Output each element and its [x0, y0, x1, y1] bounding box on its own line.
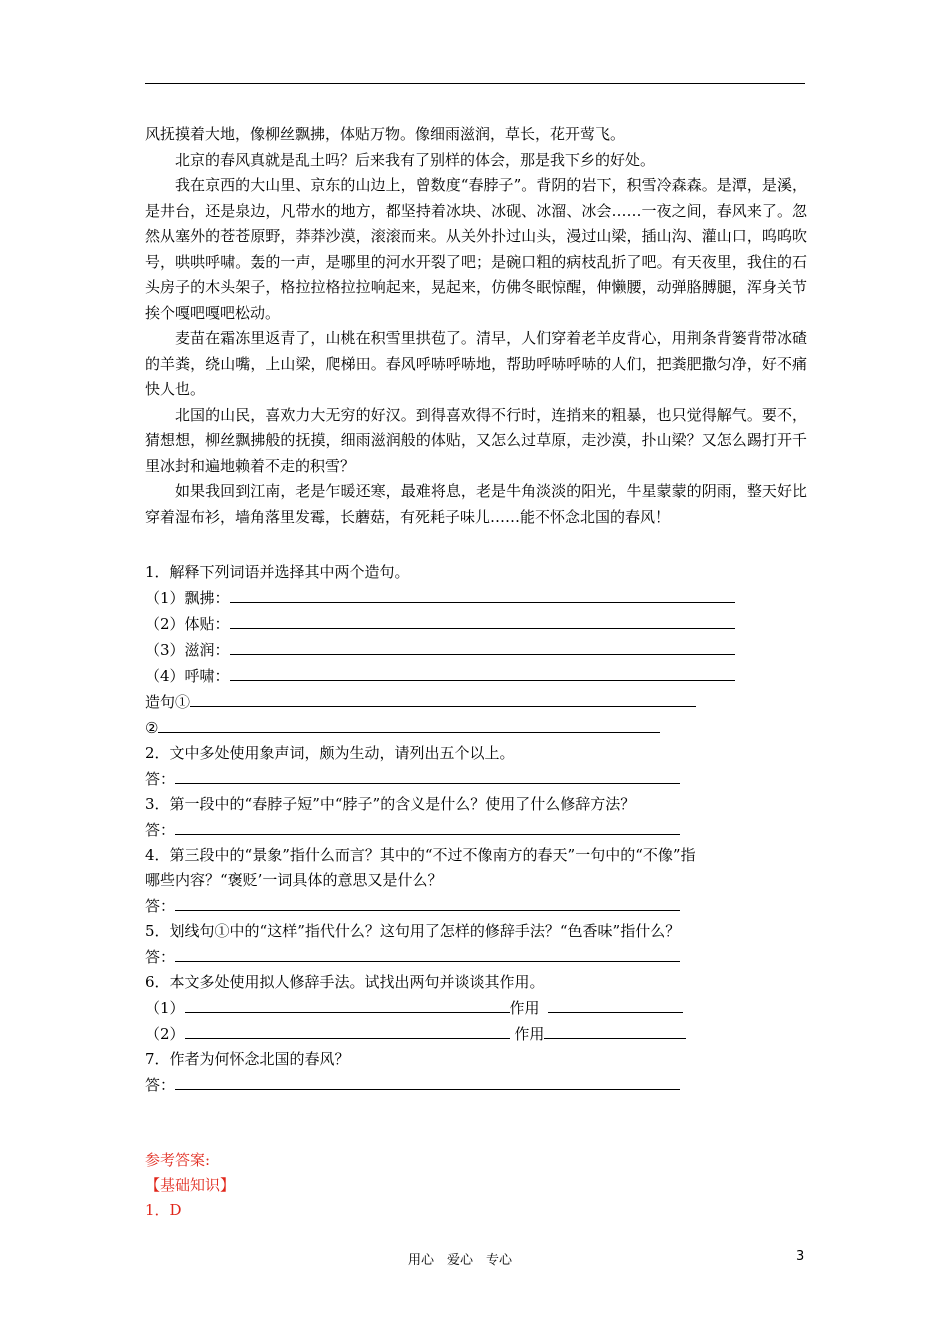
definition-row: [145, 637, 807, 663]
answer-blank[interactable]: [230, 585, 735, 603]
header-rule: [145, 83, 805, 84]
example-label: （1）: [145, 999, 185, 1017]
answer-row: [145, 817, 807, 843]
answer-blank[interactable]: [548, 995, 683, 1013]
sentence-row: [145, 715, 807, 741]
answer-label: 答：: [145, 770, 176, 788]
passage-paragraph: 北京的春风真就是乱土吗？后来我有了别样的体会，那是我下乡的好处。: [175, 150, 656, 169]
questions: [145, 560, 807, 1098]
answer-blank[interactable]: [175, 766, 680, 784]
answer-blank[interactable]: [230, 637, 735, 655]
question-7: 7．作者为何怀念北国的春风？: [145, 1050, 350, 1068]
answer-blank[interactable]: [185, 1021, 510, 1039]
definition-label: （4）呼啸：: [145, 667, 230, 685]
passage-paragraph: 我在京西的大山里、京东的山边上，曾数度“春脖子”。背阴的岩下，积雪冷森森。是潭，是溪，是井台，还是泉边，凡带水的地方，都坚持着冰块、冰砚、冰溜、冰会……一夜之间，春风来了。忽然从塞外的苍苍原野，莽莽沙漠，滚滚而来。从关外扑过山头，漫过山梁，插山沟、灌山口，呜呜吹号，哄哄呼啸。轰的一声，是哪里的河水开裂了吧；是碗口粗的病枝乱折了吧。有天夜里，我住的石头房子的木头架子，格拉拉格拉拉响起来，晃起来，仿佛冬眠惊醒，伸懒腰，动弹胳膊腿，浑身关节挨个嘎吧嘎吧松动。: [145, 176, 807, 322]
answer-row: [145, 944, 807, 970]
answers-section: 【基础知识】: [145, 1176, 236, 1194]
answer-blank[interactable]: [175, 817, 680, 835]
question-5: 5．划线句①中的“这样”指代什么？这句用了怎样的修辞手法？“色香味”指什么？: [145, 922, 681, 940]
definition-label: （1）飘拂：: [145, 589, 230, 607]
answer-label: 答：: [145, 948, 176, 966]
definition-row: [145, 663, 807, 689]
passage-paragraph: 北国的山民，喜欢力大无穷的好汉。到得喜欢得不行时，连捎来的粗暴，也只觉得解气。要不，猜想想，柳丝飘拂般的抚摸，细雨滋润般的体贴，又怎么过草原，走沙漠，扑山梁？又怎么踢打开千里冰封和遍地赖着不走的积雪？: [145, 405, 807, 475]
answer-row: [145, 893, 807, 919]
answer-blank[interactable]: [158, 715, 660, 733]
effect-label: 作用: [509, 999, 540, 1017]
definition-row: [145, 611, 807, 637]
definition-label: （2）体贴：: [145, 615, 230, 633]
answer-row: [145, 1072, 807, 1098]
answers-title: 参考答案:: [145, 1151, 211, 1169]
question-6: 6．本文多处使用拟人修辞手法。试找出两句并谈谈其作用。: [145, 973, 545, 991]
answer-blank[interactable]: [175, 893, 680, 911]
definition-label: （3）滋润：: [145, 641, 230, 659]
passage-paragraph: 如果我回到江南，老是乍暖还寒，最难将息，老是牛角淡淡的阳光，牛星蒙蒙的阴雨，整天好比穿着湿布衫，墙角落里发霉，长蘑菇，有死耗子味儿……能不怀念北国的春风！: [145, 482, 807, 526]
answer-blank[interactable]: [230, 663, 735, 681]
answer-blank[interactable]: [185, 995, 510, 1013]
answer-row: [145, 766, 807, 792]
passage-paragraph: 风抚摸着大地，像柳丝飘拂，体贴万物。像细雨滋润，草长，花开莺飞。: [145, 125, 626, 143]
answer-label: 答：: [145, 897, 176, 915]
answer-blank[interactable]: [230, 611, 735, 629]
page-number: 3: [796, 1249, 805, 1264]
sentence-label: 造句①: [145, 693, 191, 711]
page-content: [145, 122, 807, 1098]
answer-blank[interactable]: [190, 689, 696, 707]
example-row: [145, 995, 807, 1021]
sentence-label: ②: [145, 719, 159, 737]
effect-label: 作用: [514, 1025, 545, 1043]
answer-blank[interactable]: [175, 944, 680, 962]
answer-label: 答：: [145, 1076, 176, 1094]
passage-paragraph: 麦苗在霜冻里返青了，山桃在积雪里拱苞了。清早，人们穿着老羊皮背心，用荆条背篓背带冰碴的羊粪，绕山嘴，上山梁，爬梯田。春风呼哧呼哧地，帮助呼哧呼哧的人们，把粪肥撒匀净，好不痛快人也。: [145, 329, 807, 398]
question-4: 4．第三段中的“景象”指什么而言？其中的“不过不像南方的春天”一句中的“不像”指: [145, 846, 696, 864]
question-1: 1．解释下列词语并选择其中两个造句。: [145, 563, 410, 581]
sentence-row: [145, 689, 807, 715]
definition-row: [145, 585, 807, 611]
question-4-continued: 哪些内容？“褒贬’一词具体的意思又是什么？: [145, 871, 443, 889]
passage: [145, 122, 807, 530]
question-2: 2．文中多处使用象声词，颇为生动，请列出五个以上。: [145, 744, 515, 762]
answer-blank[interactable]: [544, 1021, 686, 1039]
reference-answers: [145, 1148, 235, 1223]
answer-label: 答：: [145, 821, 176, 839]
example-label: （2）: [145, 1025, 185, 1043]
example-row: [145, 1021, 807, 1047]
question-3: 3．第一段中的“春脖子短”中“脖子”的含义是什么？使用了什么修辞方法？: [145, 795, 636, 813]
answer-item: 1．D: [145, 1201, 182, 1219]
answer-blank[interactable]: [175, 1072, 680, 1090]
footer-motto: 用心 爱心 专心: [408, 1253, 513, 1268]
